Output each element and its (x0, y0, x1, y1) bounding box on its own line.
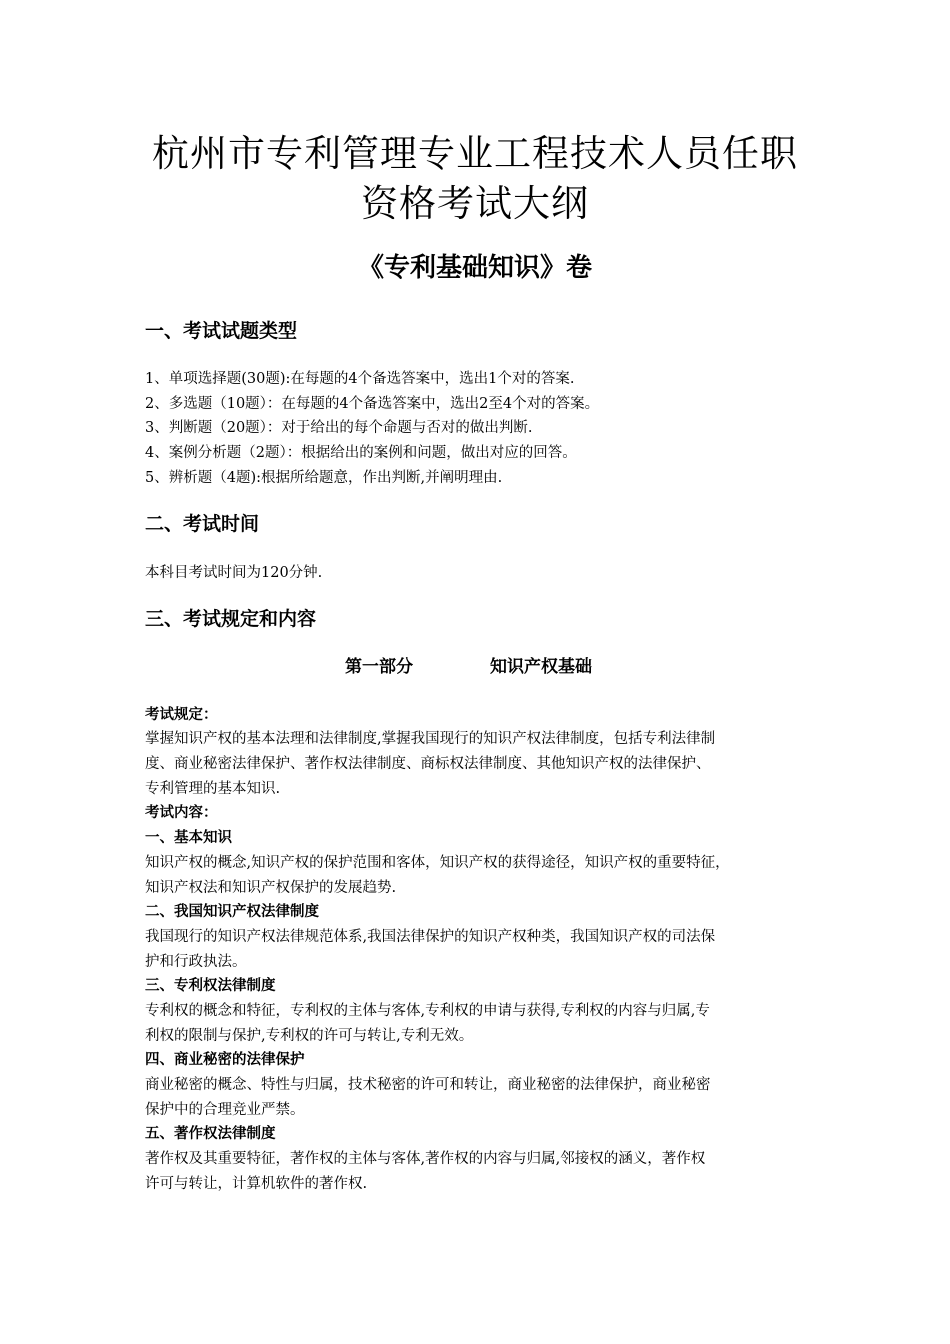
topic-line: 商业秘密的概念、特性与归属，技术秘密的许可和转让，商业秘密的法律保护，商业秘密 (145, 1077, 711, 1093)
topic-line: 我国现行的知识产权法律规范体系,我国法律保护的知识产权种类，我国知识产权的司法保 (145, 929, 716, 945)
rules-line: 度、商业秘密法律保护、著作权法律制度、商标权法律制度、其他知识产权的法律保护、 (145, 756, 711, 772)
topic-heading: 五、著作权法律制度 (145, 1126, 276, 1142)
list-item: 3、判断题（20题）：对于给出的每个命题与否对的做出判断. (145, 420, 533, 436)
topic-heading: 三、专利权法律制度 (145, 978, 276, 994)
rules-line: 专利管理的基本知识. (145, 781, 281, 797)
topic-line: 知识产权的概念,知识产权的保护范围和客体，知识产权的获得途径，知识产权的重要特征， (145, 855, 730, 871)
content-label: 考试内容： (145, 805, 218, 821)
rules-line: 掌握知识产权的基本法理和法律制度,掌握我国现行的知识产权法律制度，包括专利法律制 (145, 731, 716, 747)
topic-line: 许可与转让，计算机软件的著作权. (145, 1176, 368, 1192)
section-heading-rules-content: 三、考试规定和内容 (145, 608, 317, 630)
rules-label: 考试规定： (145, 707, 218, 723)
list-item: 1、单项选择题(30题):在每题的4个备选答案中，选出1个对的答案. (145, 371, 575, 387)
part-heading (0, 655, 950, 679)
list-item: 2、多选题（10题）：在每题的4个备选答案中，选出2至4个对的答案。 (145, 396, 600, 412)
section-heading-exam-time: 二、考试时间 (145, 513, 260, 535)
topic-line: 保护中的合理竞业严禁。 (145, 1102, 305, 1118)
topic-line: 著作权及其重要特征，著作权的主体与客体,著作权的内容与归属,邻接权的涵义，著作权 (145, 1151, 706, 1167)
topic-heading: 一、基本知识 (145, 830, 232, 846)
topic-line: 利权的限制与保护,专利权的许可与转让,专利无效。 (145, 1028, 474, 1044)
document-subtitle: 《专利基础知识》卷 (357, 253, 592, 283)
topic-heading: 二、我国知识产权法律制度 (145, 904, 319, 920)
document-title-line1: 杭州市专利管理专业工程技术人员任职 (152, 132, 798, 175)
topic-line: 专利权的概念和特征，专利权的主体与客体,专利权的申请与获得,专利权的内容与归属,专 (145, 1003, 710, 1019)
document-title-line2: 资格考试大纲 (361, 182, 589, 225)
exam-time-text: 本科目考试时间为120分钟. (145, 565, 323, 581)
part-name: 知识产权基础 (490, 657, 592, 677)
topic-heading: 四、商业秘密的法律保护 (145, 1052, 305, 1068)
list-item: 5、辨析题（4题):根据所给题意，作出判断,并阐明理由. (145, 470, 503, 486)
topic-line: 知识产权法和知识产权保护的发展趋势. (145, 880, 397, 896)
topic-line: 护和行政执法。 (145, 954, 247, 970)
section-heading-question-types: 一、考试试题类型 (145, 320, 298, 342)
list-item: 4、案例分析题（2题）：根据给出的案例和问题，做出对应的回答。 (145, 445, 577, 461)
part-label: 第一部分 (345, 657, 413, 677)
